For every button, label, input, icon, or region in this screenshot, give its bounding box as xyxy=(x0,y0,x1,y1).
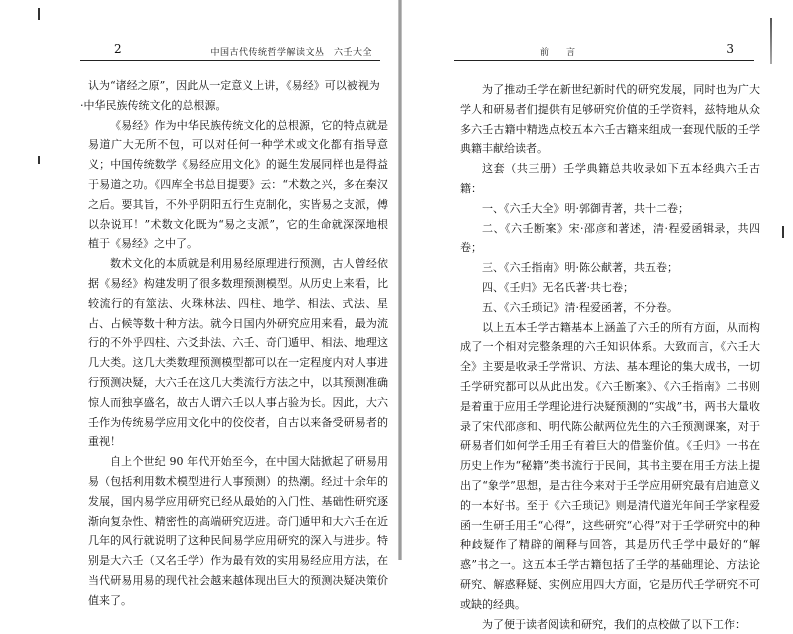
paragraph: 以上五本壬学古籍基本上涵盖了六壬的所有方面，从而构成了一个相对完整条理的六壬知识体系。大致而言，《六壬大全》主要是收录壬学常识、方法、基本理论的集大成书，一切壬学研究都可以从此出发。《六壬断案》、《六壬指南》二书则是着重于应用壬学理论进行决疑预测的“实战”书，两书大量收录了宋代邵彦和、明代陈公献两位先生的六壬预测课案，对于研易者们如何学壬用壬有着巨大的借鉴价值。《壬归》一书在历史上作为“秘籍”类书流行于民间，其书主要在用壬方法上提出了“象学”思想，是古往今来对于壬学应用研究最有启迪意义的一本好书。至于《六壬琐记》则是清代道光年间壬学家程爱函一生研壬用壬“心得”，这些研究“心得”对于壬学研究中的种种歧疑作了精辟的阐释与回答，其是历代壬学中最好的“解惑”书之一。这五本壬学古籍包括了壬学的基础理论、方法论研究、解惑释疑、实例应用四大方面，它是历代壬学研究不可或缺的经典。 xyxy=(460,320,760,611)
left-page-body xyxy=(80,76,388,611)
list-item: 一、《六壬大全》明·郭御青著，共十二卷； xyxy=(482,201,689,215)
paragraph: 自上个世纪 90 年代开始至今，在中国大陆掀起了研易用易（包括利用数术模型进行人事预测）的热潮。经过十余年的发展，国内易学应用研究已经从最始的入门性、基础性研究逐渐向复杂性、精密性的高端研究迈进。奇门遁甲和大六壬在近几年的风行就说明了这种民间易学应用研究的深入与进步。特别是大六壬（又名壬学）作为最有效的实用易经应用方法，在当代研易用易的现代社会越来越体现出巨大的预测决疑决策价值来了。 xyxy=(88,455,388,607)
right-page xyxy=(402,0,793,631)
left-page-number: 2 xyxy=(114,42,122,56)
paragraph: 数术文化的本质就是利用易经原理进行预测，古人曾经依据《易经》构建发明了很多数理预测模型。从历史上来看，比较流行的有筮法、火珠林法、四柱、地学、相法、式法、星占、占候等数十种方法。就今日国内外研究应用来看，最为流行的不外乎四柱、六爻卦法、六壬、奇门遁甲、相法、地理这几大类。这几大类数理预测模型都可以在一定程度内对人事进行预测决疑，大六壬在这几大类流行方法之中，以其预测准确惊人而独享盛名，故古人谓六壬以人事占验为长。因此，大六壬作为传统易学应用文化中的佼佼者，自古以来备受研易者的重视！ xyxy=(88,257,388,449)
paragraph: 这套（共三册）壬学典籍总共收录如下五本经典六壬古籍： xyxy=(460,162,760,195)
list-item: 四、《壬归》无名氏著·共七卷； xyxy=(482,280,634,294)
paragraph: ·中华民族传统文化的总根源。 xyxy=(80,98,227,112)
right-running-head: 前 言 xyxy=(540,48,580,58)
left-page xyxy=(0,0,398,607)
paragraph: 《易经》作为中华民族传统文化的总根源，它的特点就是易道广大无所不包，可以对任何一种学术或文化都有指导意义；中国传统数学《易经应用文化》的诞生发展同样也是得益于易道之功。《四库全书总目提要》云：“术数之兴，多在秦汉之后。要其旨，不外乎阴阳五行生克制化，实皆易之支派，傅以杂说耳！”术数文化既为“易之支派”，它的生命就深深地根植于《易经》之中了。 xyxy=(88,118,388,251)
right-page-number: 3 xyxy=(726,42,734,56)
paragraph: 为了便于读者阅读和研究，我们的点校做了以下工作： xyxy=(482,617,746,631)
right-page-body xyxy=(460,80,760,634)
left-page-header xyxy=(80,42,380,61)
list-item: 二、《六壬断案》宋·邵彦和著述，清·程爱函辑录，共四卷； xyxy=(460,221,760,255)
paragraph: 为了推动壬学在新世纪新时代的研究发展，同时也为广大学人和研易者们提供有足够研究价值的壬学资料，兹特地从众多六壬古籍中精选点校五本六壬古籍来组成一套现代版的壬学典籍丰献给读者。 xyxy=(460,83,760,156)
list-item: 三、《六壬指南》明·陈公献著，共五卷； xyxy=(482,261,678,275)
paragraph: 认为“诸经之原”，因此从一定意义上讲，《易经》可以被视为 xyxy=(88,79,380,92)
left-running-head: 中国古代传统哲学解读文丛 六壬大全 xyxy=(210,48,372,58)
list-item: 五、《六壬琐记》清·程爱函著，不分卷。 xyxy=(482,300,678,314)
right-page-header xyxy=(454,42,754,61)
